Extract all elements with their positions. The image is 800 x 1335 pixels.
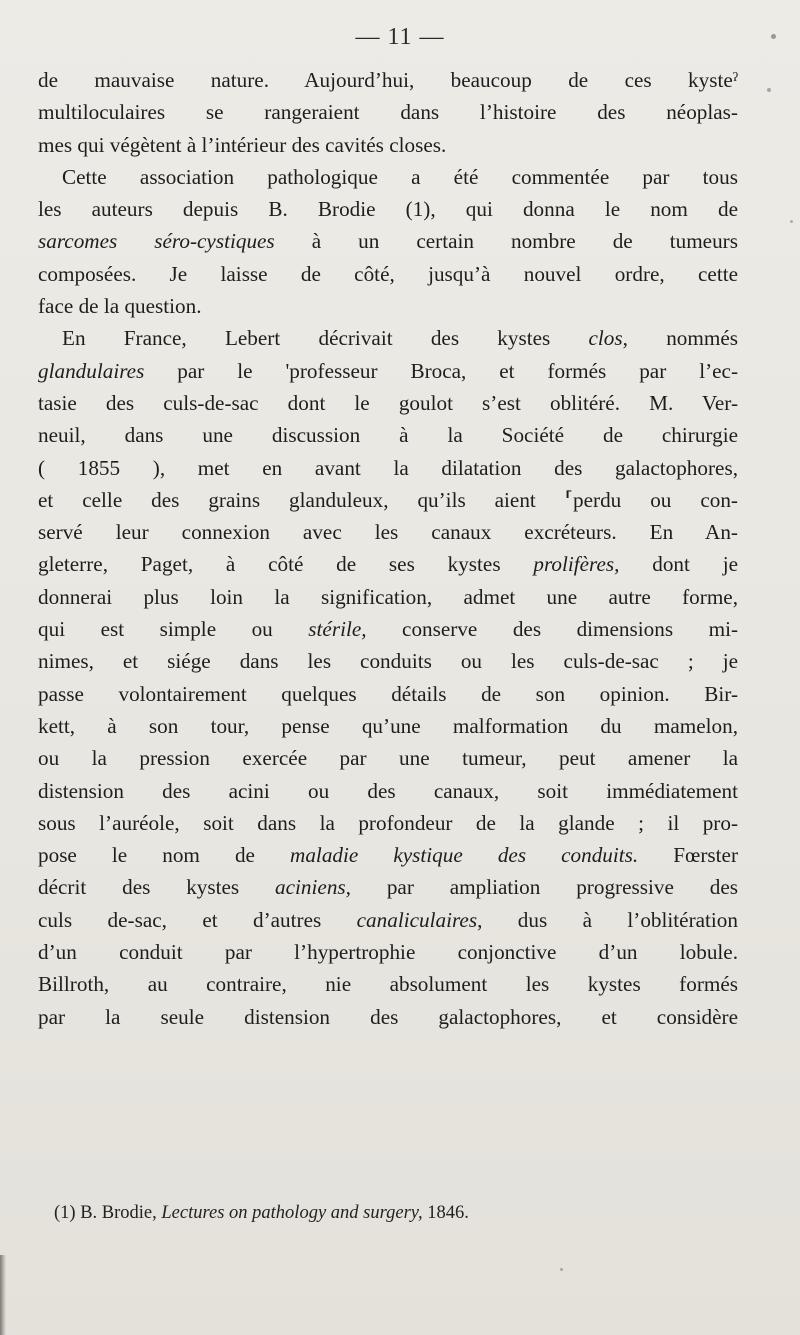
text-line — [38, 581, 738, 613]
text-line — [38, 548, 738, 580]
text-line — [38, 807, 738, 839]
text-line — [38, 419, 738, 451]
italic-text: maladie kystique des conduits. — [290, 843, 639, 868]
text-line — [38, 484, 738, 516]
text-segment: par le 'professeur Broca, et formés par l’ec- — [144, 358, 738, 383]
text-segment: nimes, et siége dans les conduits ou les culs-de-sac ; je — [38, 649, 738, 674]
text-segment: conserve des dimensions mi- — [366, 617, 739, 642]
text-segment: tasie des culs-de-sac dont le goulot s’est oblitéré. M. Ver- — [38, 390, 738, 415]
text-line — [38, 613, 738, 645]
text-line — [38, 161, 738, 193]
text-segment: donnerai plus loin la signification, admet une autre forme, — [38, 584, 738, 609]
text-segment: ( 1855 ), met en avant la dilatation des galactophores, — [38, 455, 738, 480]
italic-text: canaliculaires — [356, 907, 478, 932]
footnote-year: 1846. — [422, 1203, 469, 1223]
text-segment: sous l’auréole, soit dans la profondeur de la glande ; il pro- — [38, 810, 738, 835]
body-text — [38, 64, 738, 1033]
text-line — [38, 871, 738, 903]
footnote-title: Lectures on pathology and surgery, — [161, 1203, 423, 1223]
footnote-reference: (1) B. Brodie, — [54, 1203, 162, 1223]
text-line — [38, 645, 738, 677]
text-segment: kett, à son tour, pense qu’une malformation du mamelon, — [38, 713, 738, 738]
page-number: — 11 — — [355, 24, 445, 50]
text-line — [38, 322, 738, 354]
text-line — [38, 516, 738, 548]
footnote — [54, 1203, 704, 1224]
text-segment: dont je — [619, 552, 738, 577]
text-line — [38, 936, 738, 968]
text-line — [38, 129, 738, 161]
paper-speck — [767, 88, 771, 92]
italic-text: glandulaires — [38, 358, 145, 383]
text-line — [38, 290, 738, 322]
text-line — [38, 742, 738, 774]
paper-speck — [790, 220, 793, 223]
text-segment: face de la question. — [38, 294, 202, 319]
text-segment: multiloculaires se rangeraient dans l’histoire des néoplas- — [38, 100, 738, 125]
text-segment: qui est simple ou — [38, 617, 309, 642]
paper-speck — [560, 1268, 563, 1271]
text-segment: Billroth, au contraire, nie absolument les kystes formés — [38, 972, 738, 997]
text-line — [38, 258, 738, 290]
text-line — [38, 225, 738, 257]
text-segment: En France, Lebert décrivait des kystes — [62, 326, 589, 351]
text-segment: neuil, dans une discussion à la Société de chirurgie — [38, 423, 738, 448]
italic-text: prolifères, — [533, 552, 620, 577]
text-line — [38, 387, 738, 419]
italic-text: sarcomes séro-cystiques — [38, 229, 275, 254]
text-segment: à un certain nombre de tumeurs — [274, 229, 738, 254]
paper-speck — [771, 34, 776, 39]
text-line — [38, 904, 738, 936]
text-segment: pose le nom de — [38, 843, 291, 868]
text-segment: par ampliation progressive des — [350, 875, 738, 900]
text-segment: servé leur connexion avec les canaux excréteurs. En An- — [38, 520, 738, 545]
text-line — [38, 193, 738, 225]
text-line — [38, 96, 738, 128]
text-line — [38, 839, 738, 871]
text-segment: mes qui végètent à l’intérieur des cavités closes. — [38, 132, 447, 157]
text-line — [38, 968, 738, 1000]
text-line — [38, 710, 738, 742]
text-segment: distension des acini ou des canaux, soit immédiatement — [38, 778, 738, 803]
text-line — [38, 64, 738, 96]
text-segment: passe volontairement quelques détails de son opinion. Bir- — [38, 681, 738, 706]
text-segment: Fœrster — [638, 843, 739, 868]
text-line — [38, 1001, 738, 1033]
text-segment: par la seule distension des galactophores, et considère — [38, 1004, 738, 1029]
italic-text: stérile, — [308, 617, 367, 642]
text-segment: ou la pression exercée par une tumeur, peut amener la — [38, 746, 738, 771]
text-segment: culs de-sac, et d’autres — [38, 907, 357, 932]
text-line — [38, 678, 738, 710]
text-segment: gleterre, Paget, à côté de ses kystes — [38, 552, 534, 577]
italic-text: aciniens, — [275, 875, 351, 900]
text-segment: Cette association pathologique a été commentée par tous — [62, 164, 738, 189]
page-edge-shadow — [0, 1255, 6, 1335]
text-line — [38, 775, 738, 807]
text-segment: décrit des kystes — [38, 875, 276, 900]
text-line — [38, 452, 738, 484]
text-segment: , dus à l’oblitération — [477, 907, 738, 932]
text-segment: les auteurs depuis B. Brodie (1), qui donna le nom de — [38, 197, 738, 222]
text-line — [38, 355, 738, 387]
text-segment: composées. Je laisse de côté, jusqu’à nouvel ordre, cette — [38, 261, 738, 286]
text-segment: et celle des grains glanduleux, qu’ils aient ⸢perdu ou con- — [38, 487, 738, 512]
italic-text: clos — [588, 326, 623, 351]
text-segment: d’un conduit par l’hypertrophie conjonctive d’un lobule. — [38, 940, 738, 965]
text-segment: , nommés — [622, 326, 738, 351]
text-segment: de mauvaise nature. Aujourd’hui, beaucoup de ces kysteˀ — [38, 68, 738, 92]
